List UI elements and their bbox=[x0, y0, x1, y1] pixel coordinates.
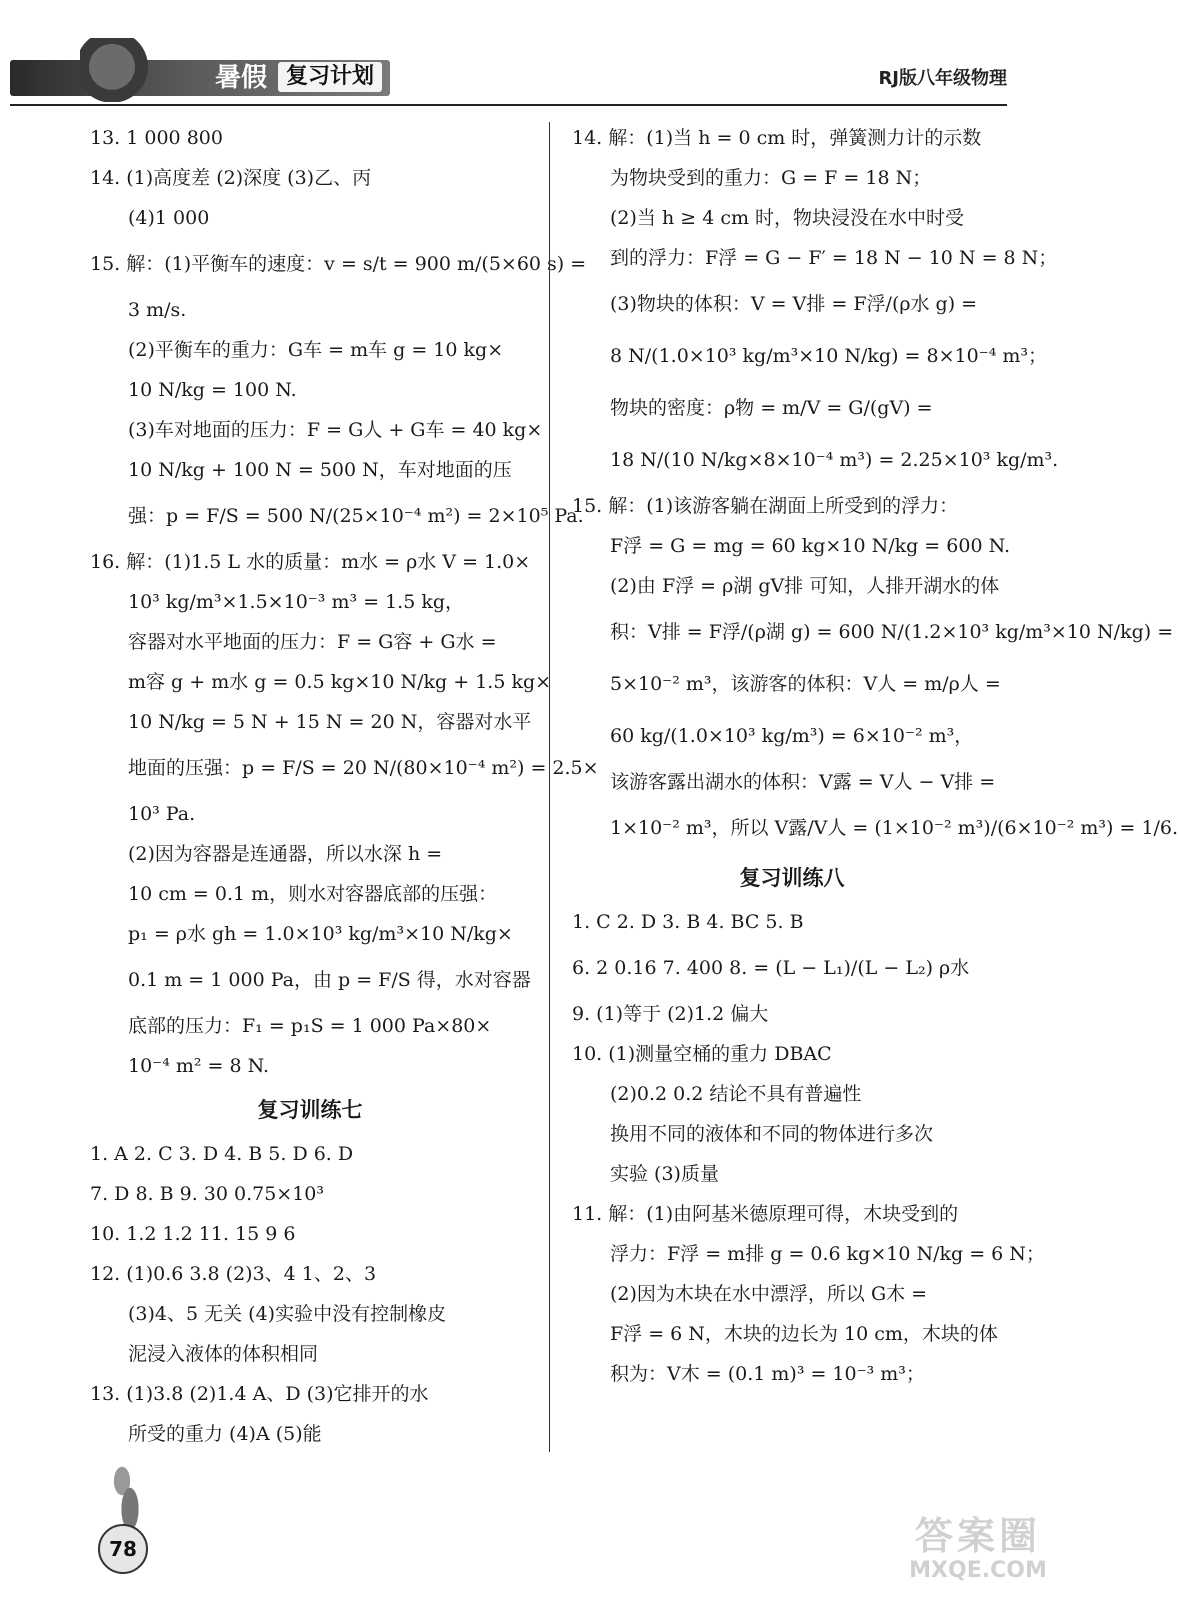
answer-line: p₁ = ρ水 gh = 1.0×10³ kg/m³×10 N/kg× bbox=[128, 923, 513, 945]
banner-subtitle: 复习计划 bbox=[278, 62, 382, 92]
answer-line: 底部的压力：F₁ = p₁S = 1 000 Pa×80× bbox=[128, 1015, 492, 1037]
answer-line: 所受的重力 (4)A (5)能 bbox=[128, 1423, 322, 1445]
answer-line: 实验 (3)质量 bbox=[610, 1163, 719, 1185]
answer-line: 1. C 2. D 3. B 4. BC 5. B bbox=[572, 911, 804, 933]
answer-line: 7. D 8. B 9. 30 0.75×10³ bbox=[90, 1183, 325, 1205]
answer-line: 12. (1)0.6 3.8 (2)3、4 1、2、3 bbox=[90, 1263, 377, 1285]
answer-line: (2)0.2 0.2 结论不具有普遍性 bbox=[610, 1083, 862, 1105]
edition-label: RJ版八年级物理 bbox=[878, 68, 1007, 89]
answer-line: 5×10⁻² m³，该游客的体积：V人 = m/ρ人 = bbox=[610, 673, 1001, 695]
answer-line: 10⁻⁴ m² = 8 N. bbox=[128, 1055, 270, 1077]
answer-line: 10³ Pa. bbox=[128, 803, 196, 825]
answer-line: 10³ kg/m³×1.5×10⁻³ m³ = 1.5 kg， bbox=[128, 591, 465, 613]
answer-line: 浮力：F浮 = m排 g = 0.6 kg×10 N/kg = 6 N； bbox=[610, 1243, 1045, 1265]
answer-line: 9. (1)等于 (2)1.2 偏大 bbox=[572, 1003, 769, 1025]
answer-line: 该游客露出湖水的体积：V露 = V人 − V排 = bbox=[610, 771, 996, 793]
answer-line: 地面的压强：p = F/S = 20 N/(80×10⁻⁴ m²) = 2.5× bbox=[128, 757, 599, 779]
answer-line: 8 N/(1.0×10³ kg/m³×10 N/kg) = 8×10⁻⁴ m³； bbox=[610, 345, 1048, 367]
answer-line: 10. 1.2 1.2 11. 15 9 6 bbox=[90, 1223, 296, 1245]
answer-line: 1×10⁻² m³，所以 V露/V人 = (1×10⁻² m³)/(6×10⁻² m³) = 1/6. bbox=[610, 817, 1178, 839]
answer-line: (3)物块的体积：V = V排 = F浮/(ρ水 g) = bbox=[610, 293, 978, 315]
answer-line: 积：V排 = F浮/(ρ湖 g) = 600 N/(1.2×10³ kg/m³×10 N/kg) = bbox=[610, 621, 1174, 643]
answer-line: 16. 解：(1)1.5 L 水的质量：m水 = ρ水 V = 1.0× bbox=[90, 551, 531, 573]
watermark-text: 答案圈 bbox=[914, 1514, 1041, 1558]
answer-line: 6. 2 0.16 7. 400 8. = (L − L₁)/(L − L₂) ρ水 bbox=[572, 957, 970, 979]
answer-line: 到的浮力：F浮 = G − F′ = 18 N − 10 N = 8 N； bbox=[610, 247, 1058, 269]
right-answer-column bbox=[572, 118, 1178, 1394]
answer-line: (2)当 h ≥ 4 cm 时，物块浸没在水中时受 bbox=[610, 207, 965, 229]
banner-decoration-image bbox=[80, 38, 160, 102]
header-divider bbox=[10, 104, 1007, 106]
answer-line: 13. 1 000 800 bbox=[90, 127, 223, 149]
answer-line: 14. (1)高度差 (2)深度 (3)乙、丙 bbox=[90, 167, 372, 189]
section-title: 复习训练八 bbox=[739, 866, 845, 890]
answer-line: 10 N/kg = 100 N. bbox=[128, 379, 297, 401]
answer-line: 10 cm = 0.1 m，则水对容器底部的压强： bbox=[128, 883, 498, 905]
page-number: 78 bbox=[98, 1524, 148, 1574]
answer-line: 积为：V木 = (0.1 m)³ = 10⁻³ m³； bbox=[610, 1363, 925, 1385]
answer-line: 换用不同的液体和不同的物体进行多次 bbox=[610, 1123, 934, 1145]
answer-line: (4)1 000 bbox=[128, 207, 210, 229]
answer-line: F浮 = G = mg = 60 kg×10 N/kg = 600 N. bbox=[610, 535, 1011, 557]
left-answer-column bbox=[90, 118, 599, 1454]
answer-line: 14. 解：(1)当 h = 0 cm 时，弹簧测力计的示数 bbox=[572, 127, 982, 149]
page-header bbox=[0, 0, 1083, 112]
answer-line: 15. 解：(1)该游客躺在湖面上所受到的浮力： bbox=[572, 495, 959, 517]
answer-line: 容器对水平地面的压力：F = G容 + G水 = bbox=[128, 631, 497, 653]
answer-line: 60 kg/(1.0×10³ kg/m³) = 6×10⁻² m³， bbox=[610, 725, 974, 747]
answer-line: (3)4、5 无关 (4)实验中没有控制橡皮 bbox=[128, 1303, 447, 1325]
answer-line: (2)因为木块在水中漂浮，所以 G木 = bbox=[610, 1283, 928, 1305]
answer-line: (3)车对地面的压力：F = G人 + G车 = 40 kg× bbox=[128, 419, 543, 441]
answer-line: 泥浸入液体的体积相同 bbox=[128, 1343, 319, 1365]
answer-line: 强：p = F/S = 500 N/(25×10⁻⁴ m²) = 2×10⁵ Pa. bbox=[128, 505, 584, 527]
column-divider bbox=[549, 122, 550, 1452]
answer-line: 13. (1)3.8 (2)1.4 A、D (3)它排开的水 bbox=[90, 1383, 429, 1405]
answer-line: 1. A 2. C 3. D 4. B 5. D 6. D bbox=[90, 1143, 354, 1165]
answer-line: 15. 解：(1)平衡车的速度：v = s/t = 900 m/(5×60 s) = bbox=[90, 253, 587, 275]
answer-line: (2)平衡车的重力：G车 = m车 g = 10 kg× bbox=[128, 339, 504, 361]
answer-line: 11. 解：(1)由阿基米德原理可得，木块受到的 bbox=[572, 1203, 959, 1225]
answer-line: 10 N/kg = 5 N + 15 N = 20 N，容器对水平 bbox=[128, 711, 532, 733]
answer-line: 10 N/kg + 100 N = 500 N，车对地面的压 bbox=[128, 459, 512, 481]
answer-line: 10. (1)测量空桶的重力 DBAC bbox=[572, 1043, 832, 1065]
answer-line: (2)由 F浮 = ρ湖 gV排 可知，人排开湖水的体 bbox=[610, 575, 1000, 597]
answer-line: 0.1 m = 1 000 Pa，由 p = F/S 得，水对容器 bbox=[128, 969, 531, 991]
watermark-url: MXQE.COM bbox=[909, 1558, 1047, 1583]
answer-line: 为物块受到的重力：G = F = 18 N； bbox=[610, 167, 932, 189]
answer-line: 物块的密度：ρ物 = m/V = G/(gV) = bbox=[610, 397, 933, 419]
answer-line: F浮 = 6 N，木块的边长为 10 cm，木块的体 bbox=[610, 1323, 998, 1345]
watermark bbox=[893, 1514, 1063, 1586]
answer-line: 3 m/s. bbox=[128, 299, 187, 321]
page-number-decoration bbox=[110, 1460, 150, 1530]
banner-title: 暑假 bbox=[215, 63, 268, 93]
answer-line: 18 N/(10 N/kg×8×10⁻⁴ m³) = 2.25×10³ kg/m³. bbox=[610, 449, 1059, 471]
section-title: 复习训练七 bbox=[257, 1098, 363, 1122]
answer-line: (2)因为容器是连通器，所以水深 h = bbox=[128, 843, 443, 865]
answer-line: m容 g + m水 g = 0.5 kg×10 N/kg + 1.5 kg× bbox=[128, 671, 552, 693]
